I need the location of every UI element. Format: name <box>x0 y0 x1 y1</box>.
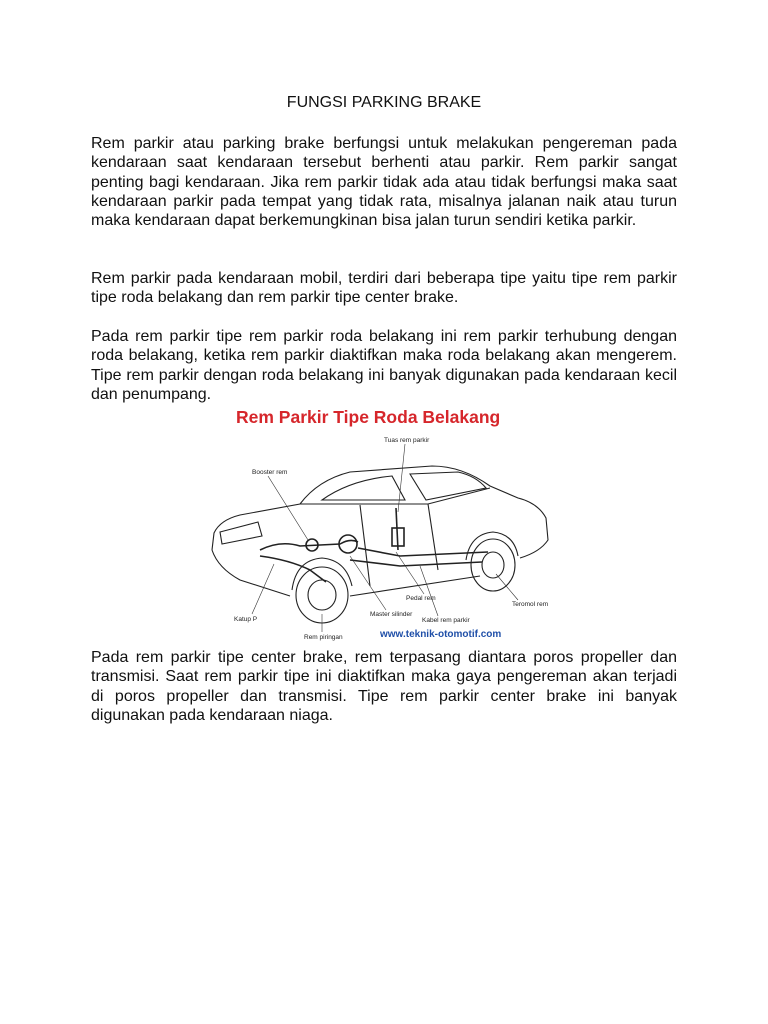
figure-source-url: www.teknik-otomotif.com <box>380 629 502 640</box>
brake-lines-illustration <box>260 508 488 582</box>
label-master-silinder: Master silinder <box>370 611 413 618</box>
paragraph-types: Rem parkir pada kendaraan mobil, terdiri dari beberapa tipe yaitu tipe rem parkir tipe roda belakang dan rem parkir tipe center brake. <box>91 270 677 307</box>
figure-title: Rem Parkir Tipe Roda Belakang <box>236 407 501 427</box>
document-title: FUNGSI PARKING BRAKE <box>286 94 482 111</box>
label-teromol-rem: Teromol rem <box>512 601 549 608</box>
car-brake-diagram <box>200 400 568 644</box>
label-kabel-rem-parkir: Kabel rem parkir <box>422 617 470 624</box>
label-leader-lines <box>252 444 518 632</box>
car-outline-illustration <box>212 466 548 623</box>
brake-diagram-figure <box>200 400 568 644</box>
paragraph-rear-wheel: Pada rem parkir tipe rem parkir roda belakang ini rem parkir terhubung dengan roda belakang, ketika rem parkir diaktifkan maka roda belakang akan mengerem. Tipe rem parkir dengan roda belakang ini banyak digunakan pada kendaraan kecil dan penumpang. <box>91 328 677 403</box>
label-rem-piringan: Rem piringan <box>304 634 343 641</box>
paragraph-center-brake: Pada rem parkir tipe center brake, rem terpasang diantara poros propeller dan transmisi. Saat rem parkir tipe ini diaktifkan maka gaya pengereman akan terjadi di poros propeller dan transmisi. Tipe rem parkir center brake ini banyak digunakan pada kendaraan niaga. <box>91 649 677 724</box>
label-pedal-rem: Pedal rem <box>406 595 436 602</box>
label-booster-rem: Booster rem <box>252 469 288 476</box>
label-katup-p: Katup P <box>234 616 258 623</box>
label-tuas-rem-parkir: Tuas rem parkir <box>384 437 430 444</box>
paragraph-intro: Rem parkir atau parking brake berfungsi untuk melakukan pengereman pada kendaraan saat kendaraan tersebut berhenti atau parkir. Rem parkir sangat penting bagi kendaraan. Jika rem parkir tidak ada atau tidak berfungsi maka saat kendaraan parkir pada tempat yang tidak rata, misalnya jalanan naik atau turun maka kendaraan dapat berkemungkinan bisa jalan turun sendiri ketika parkir. <box>91 135 677 230</box>
